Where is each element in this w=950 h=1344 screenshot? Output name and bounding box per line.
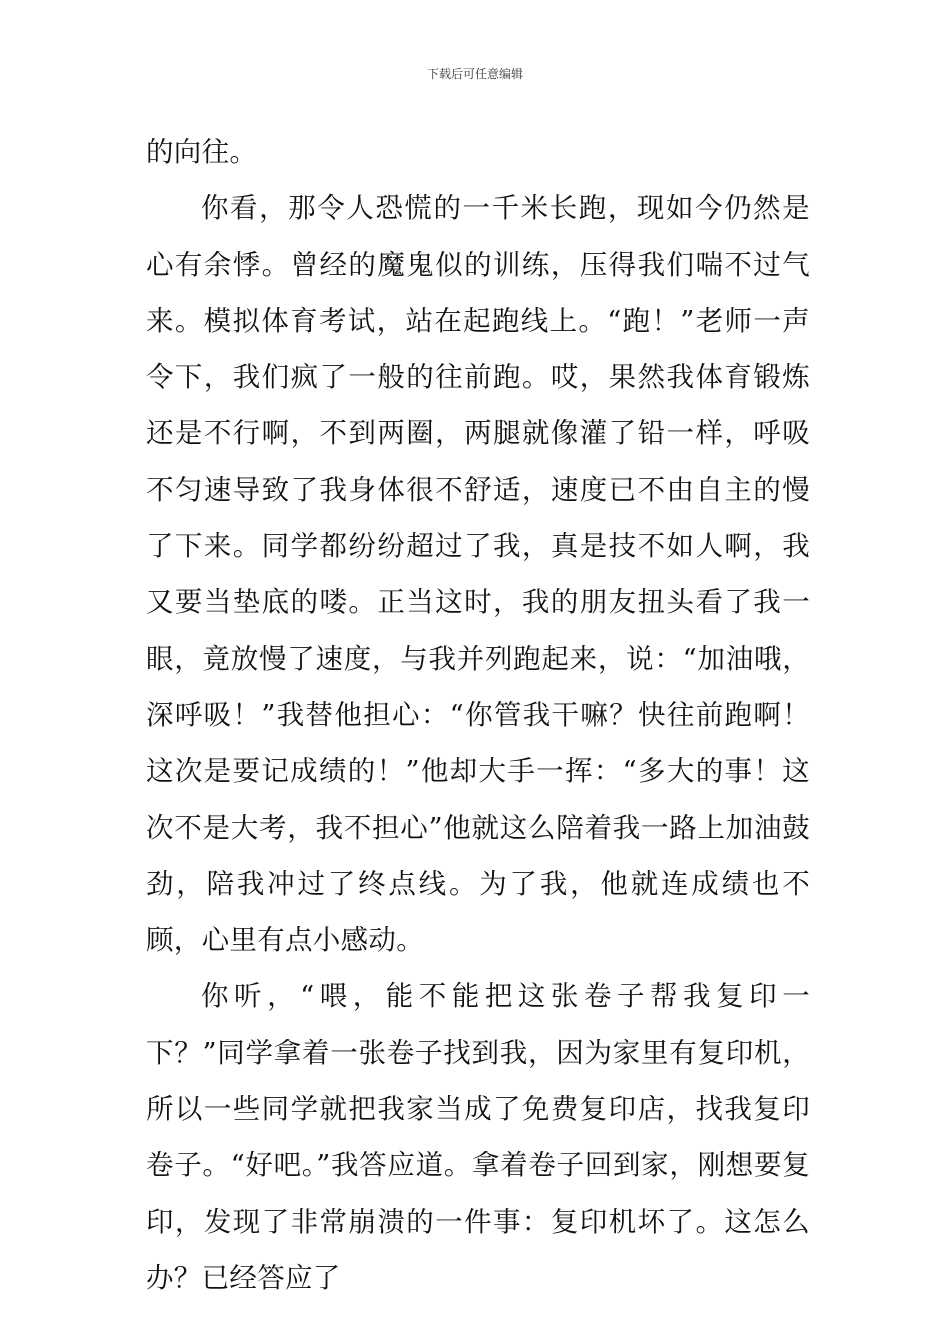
page-header: 下载后可任意编辑 (426, 67, 523, 81)
paragraph-copier: 你听，“喂，能不能把这张卷子帮我复印一下？”同学拿着一张卷子找到我，因为家里有复印机，所以一些同学就把我家当成了免费复印店，找我复印卷子。“好吧。”我答应道。拿着卷子回到家，刚想要复印，发现了非常崩溃的一件事：复印机坏了。这怎么办？已经答应了 (146, 980, 810, 1294)
paragraph-continuation: 的向往。 (146, 136, 258, 168)
paragraph-running: 你看，那令人恐慌的一千米长跑，现如今仍然是心有余悸。曾经的魔鬼似的训练，压得我们喘不过气来。模拟体育考试，站在起跑线上。“跑！”老师一声令下，我们疯了一般的往前跑。哎，果然我体育锻炼还是不行啊，不到两圈，两腿就像灌了铅一样，呼吸不匀速导致了我身体很不舒适，速度已不由自主的慢了下来。同学都纷纷超过了我，真是技不如人啊，我又要当垫底的喽。正当这时，我的朋友扭头看了我一眼，竟放慢了速度，与我并列跑起来，说：“加油哦，深呼吸！”我替他担心：“你管我干嘛？快往前跑啊！这次是要记成绩的！”他却大手一挥：“多大的事！这次不是大考，我不担心”他就这么陪着我一路上加油鼓劲，陪我冲过了终点线。为了我，他就连成绩也不顾，心里有点小感动。 (146, 192, 810, 957)
document-body (146, 124, 810, 1306)
